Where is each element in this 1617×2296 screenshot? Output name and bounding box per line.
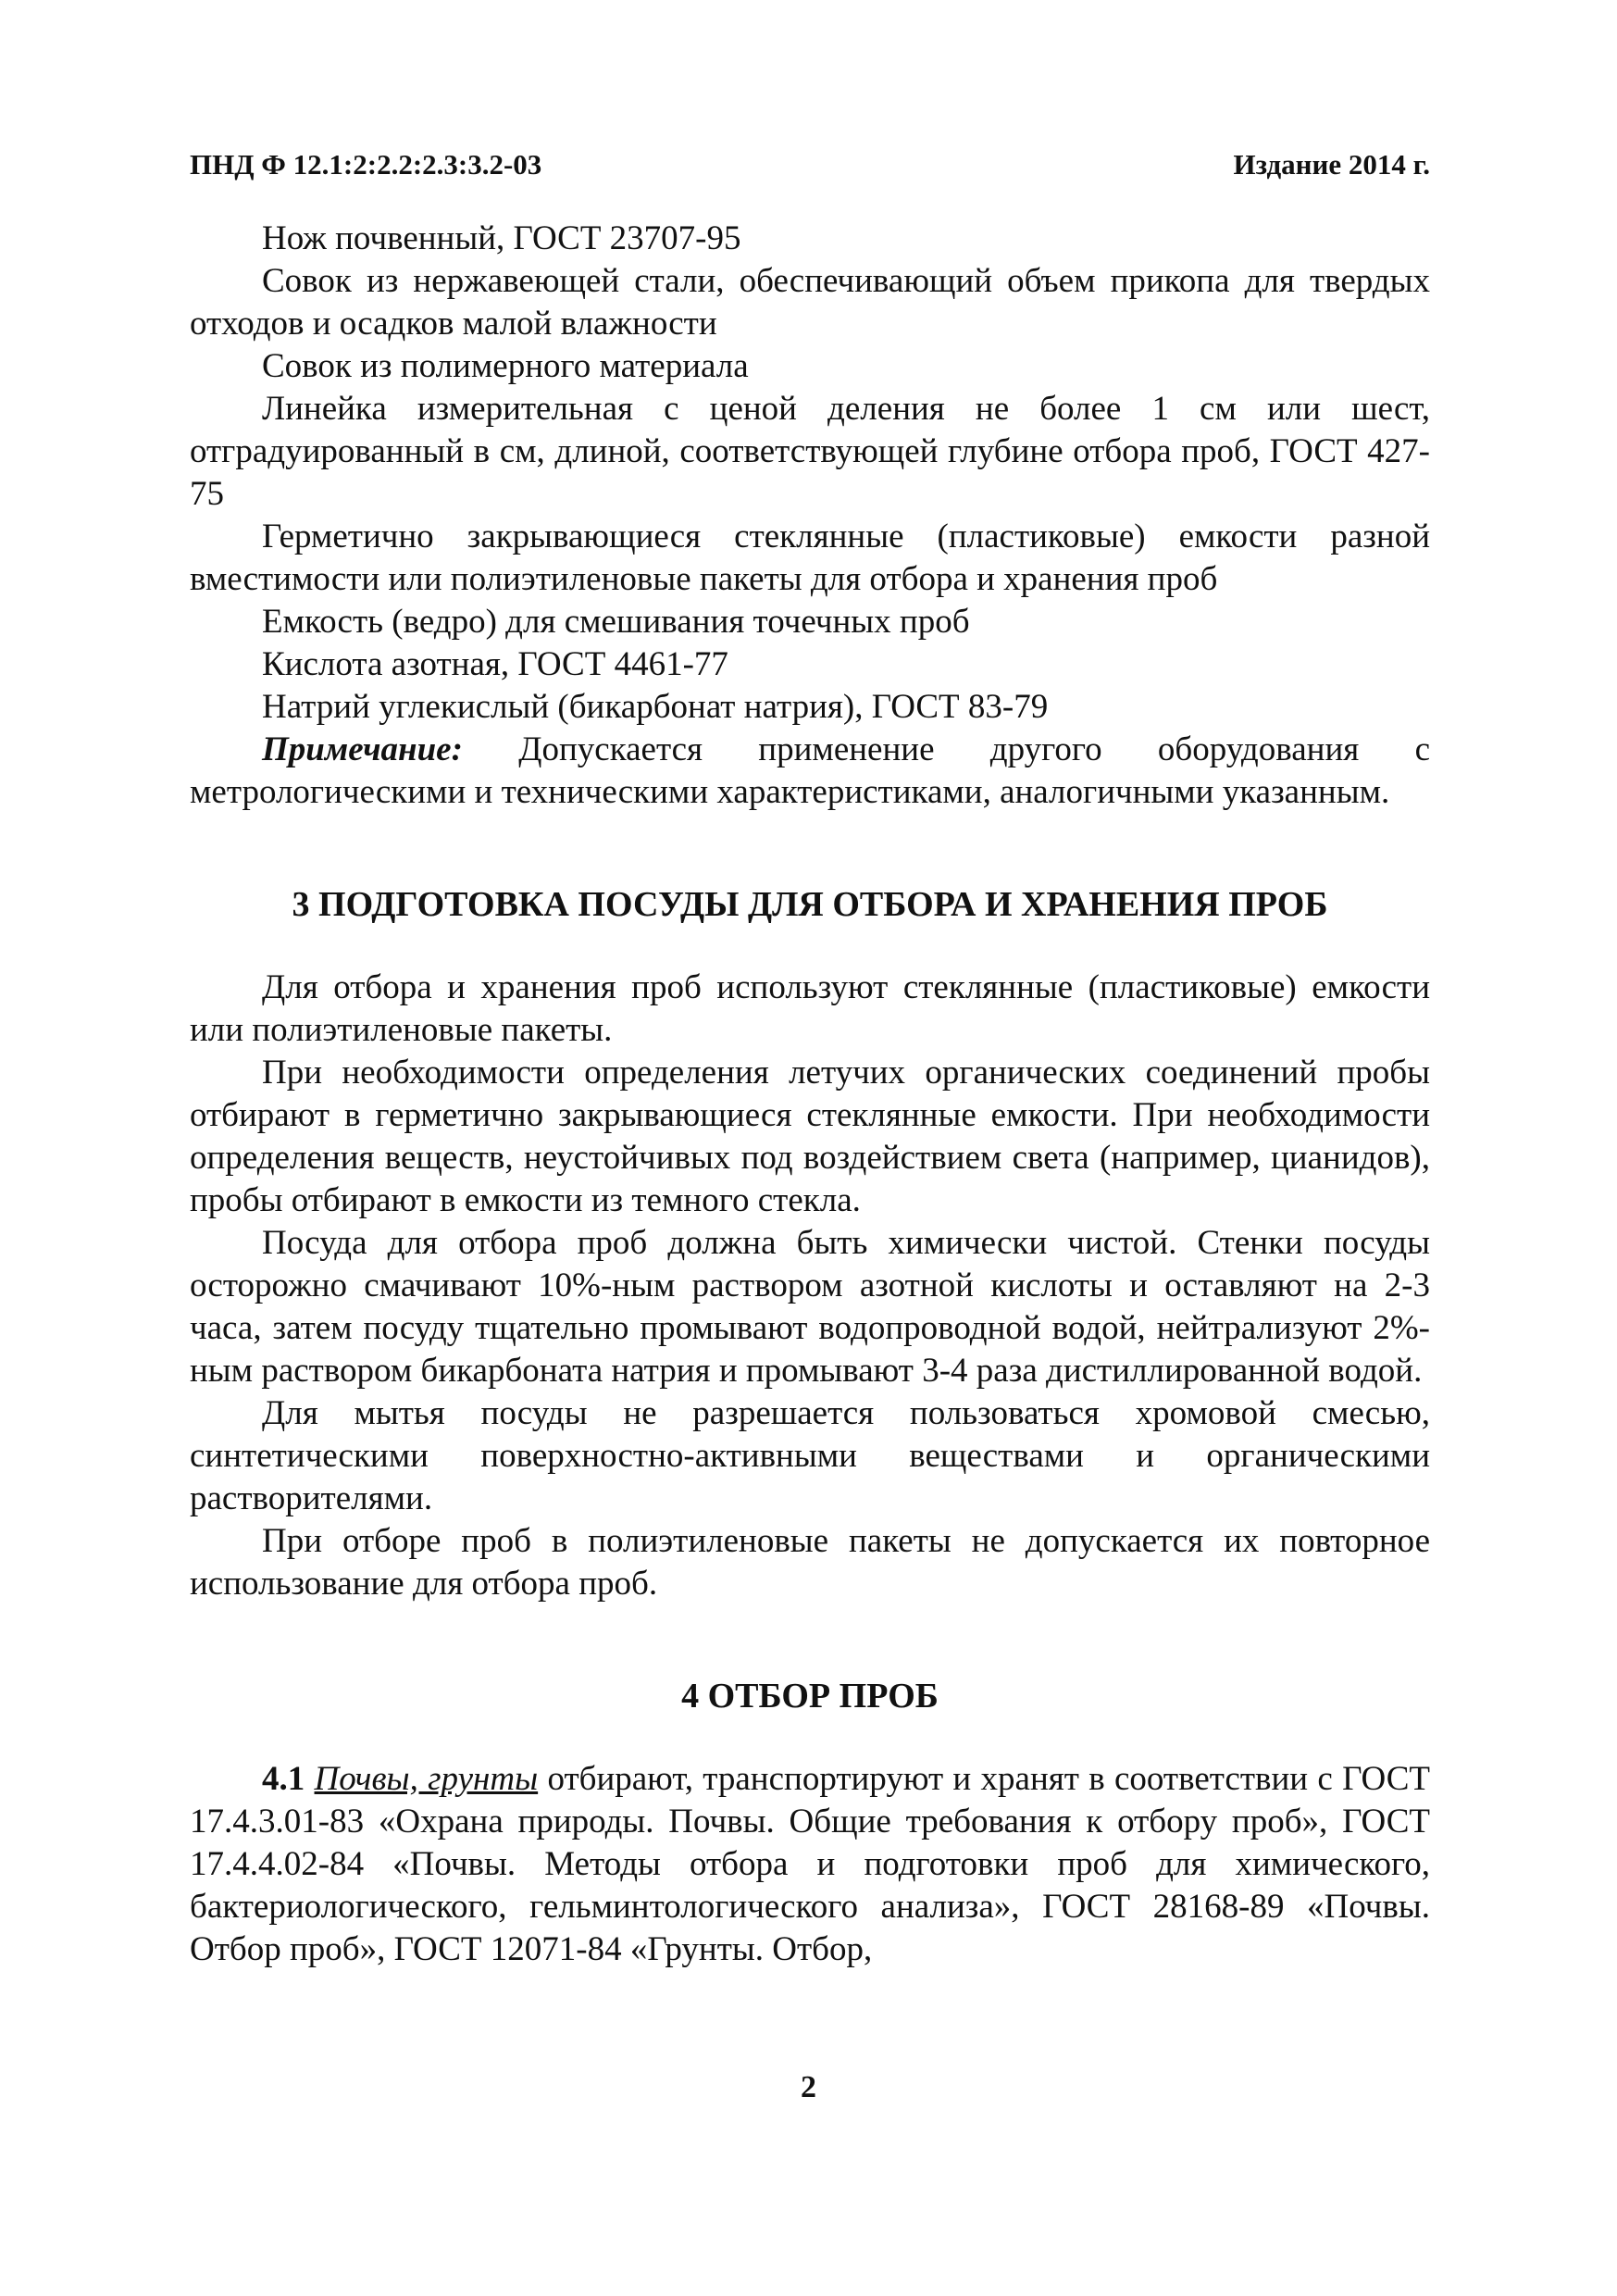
equipment-item: Линейка измерительная с ценой деления не более 1 см или шест, отградуированный в см, длиной, соответствующей глубине отбора проб, ГОСТ 427-75	[190, 390, 1430, 513]
section-3-paragraph: При отборе проб в полиэтиленовые пакеты не допускается их повторное использование для отбора проб.	[190, 1522, 1430, 1603]
note-label: Примечание:	[262, 730, 463, 768]
equipment-item: Кислота азотная, ГОСТ 4461-77	[262, 645, 728, 683]
section-3-paragraph: При необходимости определения летучих органических соединений пробы отбирают в герметично закрывающиеся стеклянные емкости. При необходимости определения веществ, неустойчивых под воздействием света (например, цианидов), пробы отбирают в емкости из темного стекла.	[190, 1054, 1430, 1219]
equipment-note	[190, 729, 1430, 814]
section-3-paragraph: Для мытья посуды не разрешается пользоваться хромовой смесью, синтетическими поверхностно-активными веществами и органическими растворителями.	[190, 1394, 1430, 1517]
section-3-paragraph: Для отбора и хранения проб используют стеклянные (пластиковые) емкости или полиэтиленовые пакеты.	[190, 968, 1430, 1049]
paragraph-number: 4.1	[262, 1760, 305, 1798]
section-4-title: 4 ОТБОР ПРОБ	[681, 1677, 939, 1716]
edition-label: Издание 2014 г.	[1233, 148, 1430, 181]
paragraph-subject: Почвы, грунты	[314, 1760, 539, 1798]
page-number: 2	[801, 2070, 816, 2104]
paragraph-text: отбирают, транспортируют и хранят в соответствии с ГОСТ 17.4.3.01-83 «Охрана природы. Почвы. Общие требования к отбору проб», ГОСТ 17.4.4.02-84 «Почвы. Методы отбора и подготовки проб для химического, бактериологического, гельминтологического анализа», ГОСТ 28168-89 «Почвы. Отбор проб», ГОСТ 12071-84 «Грунты. Отбор,	[190, 1760, 1431, 1968]
section-3-body	[190, 967, 1430, 1605]
equipment-item: Нож почвенный, ГОСТ 23707-95	[262, 219, 741, 257]
paragraph-4-1	[190, 1758, 1430, 1971]
equipment-item: Совок из полимерного материала	[262, 347, 749, 385]
equipment-item: Совок из нержавеющей стали, обеспечивающий объем прикопа для твердых отходов и осадков малой влажности	[190, 262, 1430, 343]
section-3-paragraph: Посуда для отбора проб должна быть химически чистой. Стенки посуды осторожно смачивают 10%-ным раствором азотной кислоты и оставляют на 2-3 часа, затем посуду тщательно промывают водопроводной водой, нейтрализуют 2%-ным раствором бикарбоната натрия и промывают 3-4 раза дистиллированной водой.	[190, 1224, 1430, 1390]
document-id: ПНД Ф 12.1:2:2.2:2.3:3.2-03	[190, 148, 542, 181]
equipment-item: Емкость (ведро) для смешивания точечных проб	[262, 603, 970, 641]
note-text: Допускается применение другого оборудования с метрологическими и техническими характеристиками, аналогичными указанным.	[190, 730, 1430, 811]
section-3-title: 3 ПОДГОТОВКА ПОСУДЫ ДЛЯ ОТБОРА И ХРАНЕНИЯ ПРОБ	[292, 885, 1328, 924]
page-header	[190, 148, 1430, 194]
equipment-list	[190, 218, 1430, 814]
equipment-item: Натрий углекислый (бикарбонат натрия), ГОСТ 83-79	[262, 688, 1049, 726]
page-content	[190, 218, 1430, 1971]
equipment-item: Герметично закрывающиеся стеклянные (пластиковые) емкости разной вместимости или полиэтиленовые пакеты для отбора и хранения проб	[190, 518, 1430, 598]
